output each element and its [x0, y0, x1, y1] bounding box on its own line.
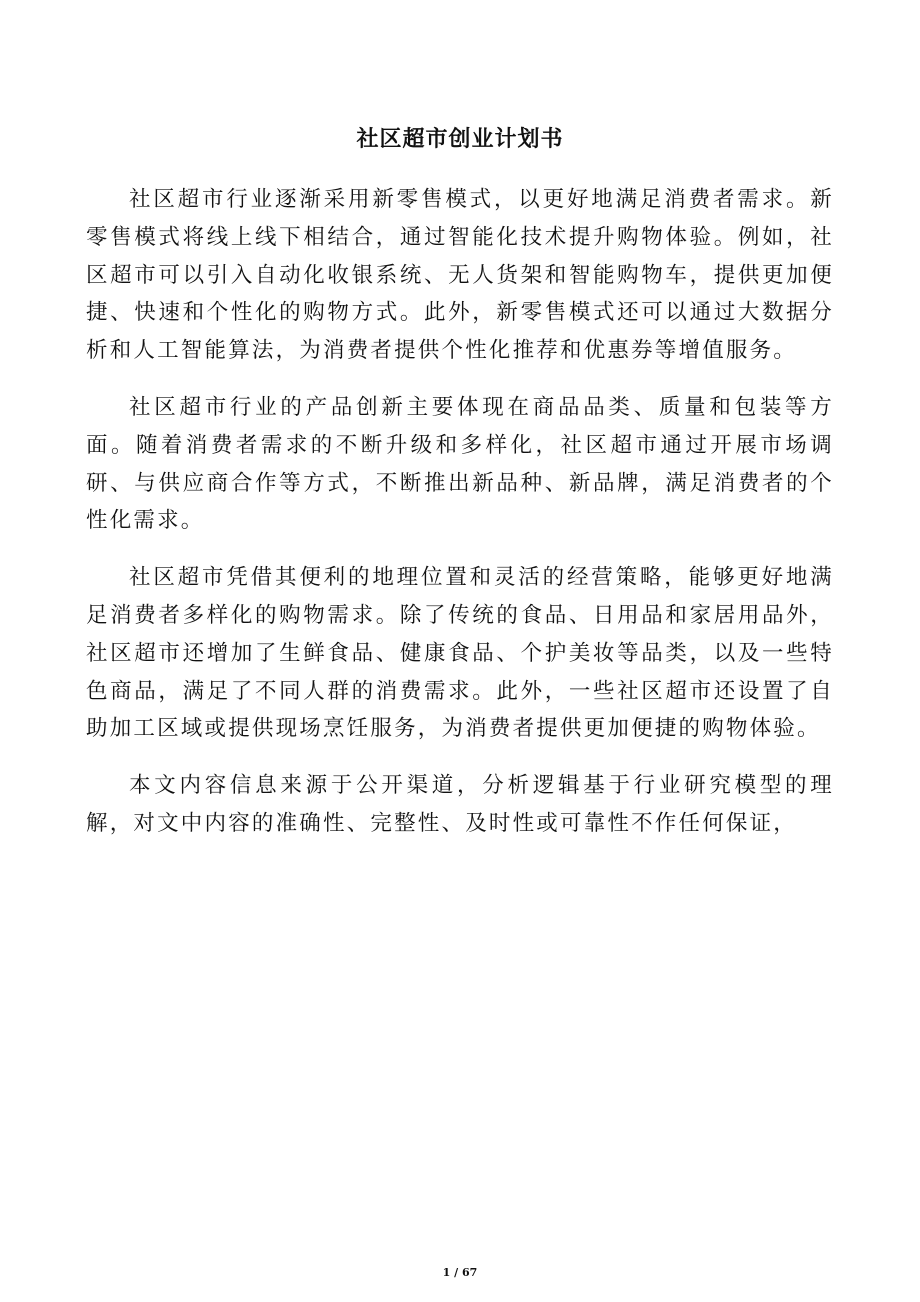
- document-body: [86, 181, 834, 862]
- page-number: 1 / 67: [442, 1266, 478, 1279]
- paragraph: 社区超市凭借其便利的地理位置和灵活的经营策略，能够更好地满足消费者多样化的购物需求。除了传统的食品、日用品和家居用品外，社区超市还增加了生鲜食品、健康食品、个护美妆等品类，以及一些特色商品，满足了不同人群的消费需求。此外，一些社区超市还设置了自助加工区域或提供现场烹饪服务，为消费者提供更加便捷的购物体验。: [86, 565, 834, 742]
- paragraph: 社区超市行业的产品创新主要体现在商品品类、质量和包装等方面。随着消费者需求的不断升级和多样化，社区超市通过开展市场调研、与供应商合作等方式，不断推出新品种、新品牌，满足消费者的个性化需求。: [86, 394, 834, 534]
- document-title: 社区超市创业计划书: [356, 127, 564, 152]
- paragraph: 社区超市行业逐渐采用新零售模式，以更好地满足消费者需求。新零售模式将线上线下相结合，通过智能化技术提升购物体验。例如，社区超市可以引入自动化收银系统、无人货架和智能购物车，提供更加便捷、快速和个性化的购物方式。此外，新零售模式还可以通过大数据分析和人工智能算法，为消费者提供个性化推荐和优惠券等增值服务。: [86, 187, 834, 364]
- paragraph: 本文内容信息来源于公开渠道，分析逻辑基于行业研究模型的理解，对文中内容的准确性、完整性、及时性或可靠性不作任何保证，: [86, 773, 834, 836]
